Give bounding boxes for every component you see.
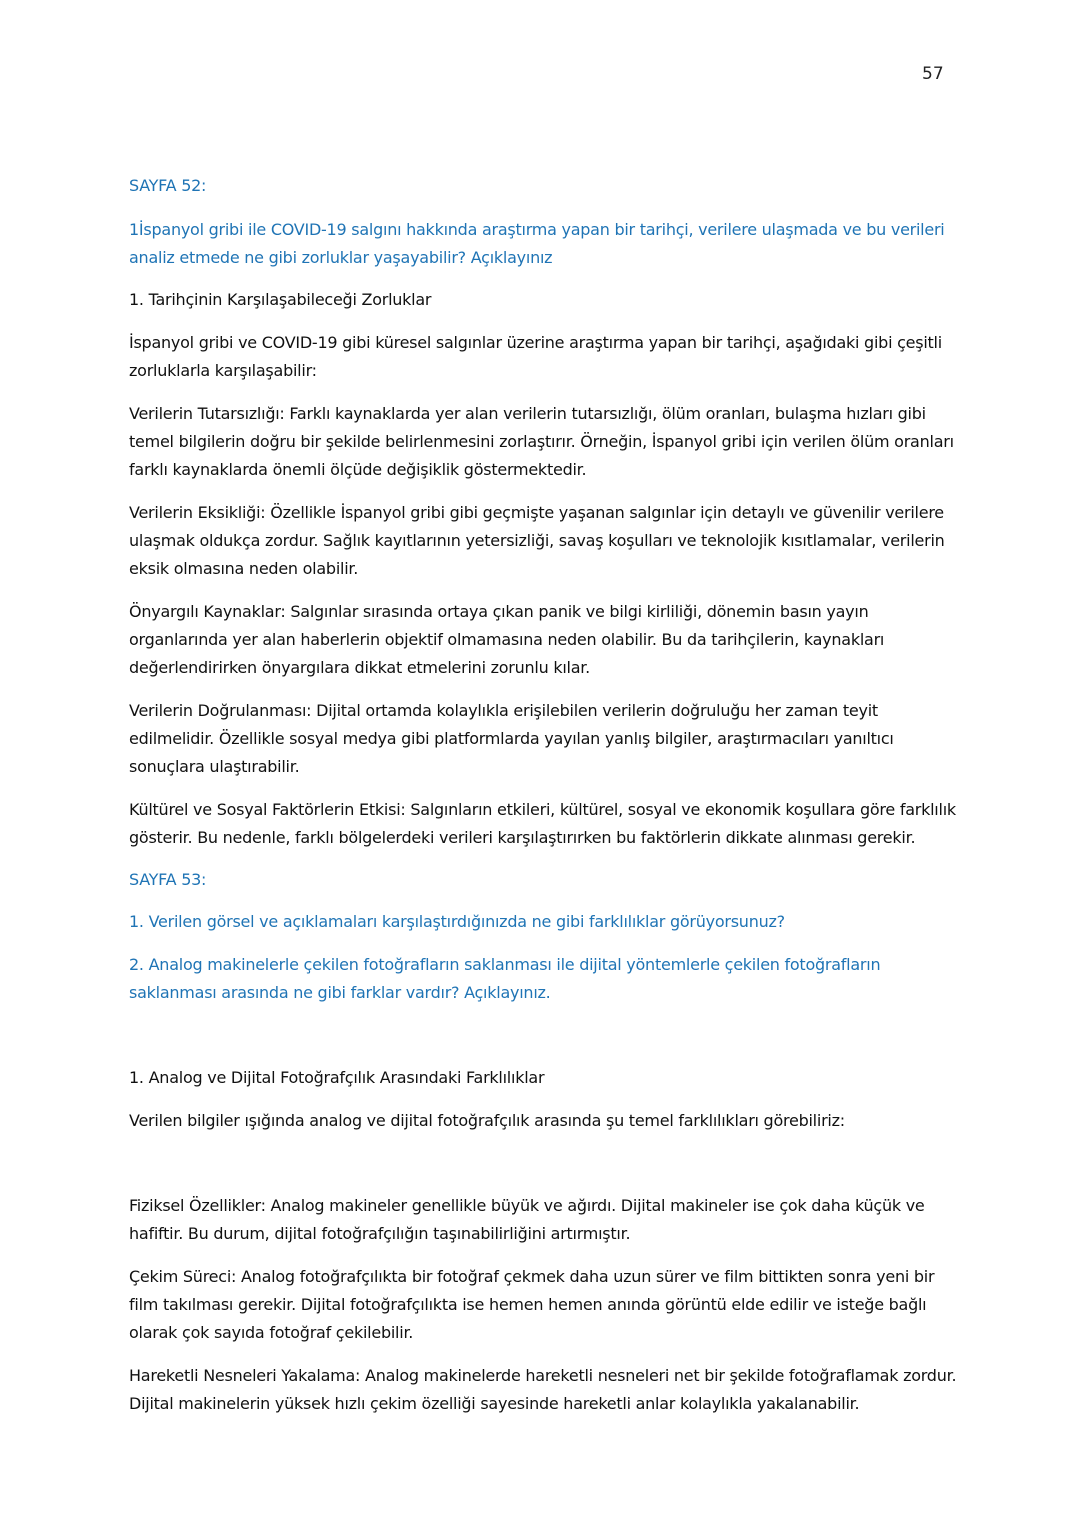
point-moving-objects: Hareketli Nesneleri Yakalama: Analog makinelerde hareketli nesneleri net bir şekilde fotoğraflamak zordur. Dijital makinelerin yüksek hızlı çekim özelliği sayesinde hareketli anlar kolaylıkla yakalanabilir.	[129, 1366, 957, 1413]
point-data-missing: Verilerin Eksikliği: Özellikle İspanyol gribi gibi geçmişte yaşanan salgınlar için detaylı ve güvenilir verilere ulaşmak oldukça zordur. Sağlık kayıtlarının yetersizliği, savaş koşulları ve teknolojik kısıtlamalar, verilerin eksik olmasına neden olabilir.	[129, 503, 945, 578]
subheading-historian-challenges: 1. Tarihçinin Karşılaşabileceği Zorluklar	[129, 290, 432, 309]
document-body	[129, 172, 959, 1418]
point-physical-features: Fiziksel Özellikler: Analog makineler genellikle büyük ve ağırdı. Dijital makineler ise çok daha küçük ve hafiftir. Bu durum, dijital fotoğrafçılığın taşınabilirliğini artırmıştır.	[129, 1196, 925, 1243]
section-heading-sayfa-52: SAYFA 52:	[129, 176, 207, 195]
section-heading-sayfa-53: SAYFA 53:	[129, 870, 207, 889]
question-sayfa-52: 1İspanyol gribi ile COVID-19 salgını hakkında araştırma yapan bir tarihçi, verilere ulaşmada ve bu verileri analiz etmede ne gibi zorluklar yaşayabilir? Açıklayınız	[129, 220, 945, 267]
point-biased-sources: Önyargılı Kaynaklar: Salgınlar sırasında ortaya çıkan panik ve bilgi kirliliği, dönemin basın yayın organlarında yer alan haberlerin objektif olmamasına neden olabilir. Bu da tarihçilerin, kaynakları değerlendirirken önyargılara dikkat etmelerini zorunlu kılar.	[129, 602, 885, 677]
point-data-inconsistency: Verilerin Tutarsızlığı: Farklı kaynaklarda yer alan verilerin tutarsızlığı, ölüm oranları, bulaşma hızları gibi temel bilgilerin doğru bir şekilde belirlenmesini zorlaştırır. Örneğin, İspanyol gribi için verilen ölüm oranları farklı kaynaklarda önemli ölçüde değişiklik göstermektedir.	[129, 404, 954, 479]
page-number: 57	[922, 64, 944, 84]
point-shooting-process: Çekim Süreci: Analog fotoğrafçılıkta bir fotoğraf çekmek daha uzun sürer ve film bittikten sonra yeni bir film takılması gerekir. Dijital fotoğrafçılıkta ise hemen hemen anında görüntü elde edilir ve isteğe bağlı olarak çok sayıda fotoğraf çekilebilir.	[129, 1267, 935, 1342]
point-data-verification: Verilerin Doğrulanması: Dijital ortamda kolaylıkla erişilebilen verilerin doğruluğu her zaman teyit edilmelidir. Özellikle sosyal medya gibi platformlarda yayılan yanlış bilgiler, araştırmacıları yanıltıcı sonuçlara ulaştırabilir.	[129, 701, 894, 776]
subheading-analog-digital: 1. Analog ve Dijital Fotoğrafçılık Arasındaki Farklılıklar	[129, 1068, 545, 1087]
intro-historian-challenges: İspanyol gribi ve COVID-19 gibi küresel salgınlar üzerine araştırma yapan bir tarihçi, aşağıdaki gibi çeşitli zorluklarla karşılaşabilir:	[129, 333, 942, 380]
point-cultural-social-factors: Kültürel ve Sosyal Faktörlerin Etkisi: Salgınların etkileri, kültürel, sosyal ve ekonomik koşullara göre farklılık gösterir. Bu nedenle, farklı bölgelerdeki verileri karşılaştırırken bu faktörlerin dikkate alınması gerekir.	[129, 800, 956, 847]
question-1-sayfa-53: 1. Verilen görsel ve açıklamaları karşılaştırdığınızda ne gibi farklılıklar görüyorsunuz?	[129, 912, 785, 931]
intro-analog-digital: Verilen bilgiler ışığında analog ve dijital fotoğrafçılık arasında şu temel farklılıkları görebiliriz:	[129, 1111, 845, 1130]
question-2-sayfa-53: 2. Analog makinelerle çekilen fotoğrafların saklanması ile dijital yöntemlerle çekilen fotoğrafların saklanması arasında ne gibi farklar vardır? Açıklayınız.	[129, 955, 881, 1002]
